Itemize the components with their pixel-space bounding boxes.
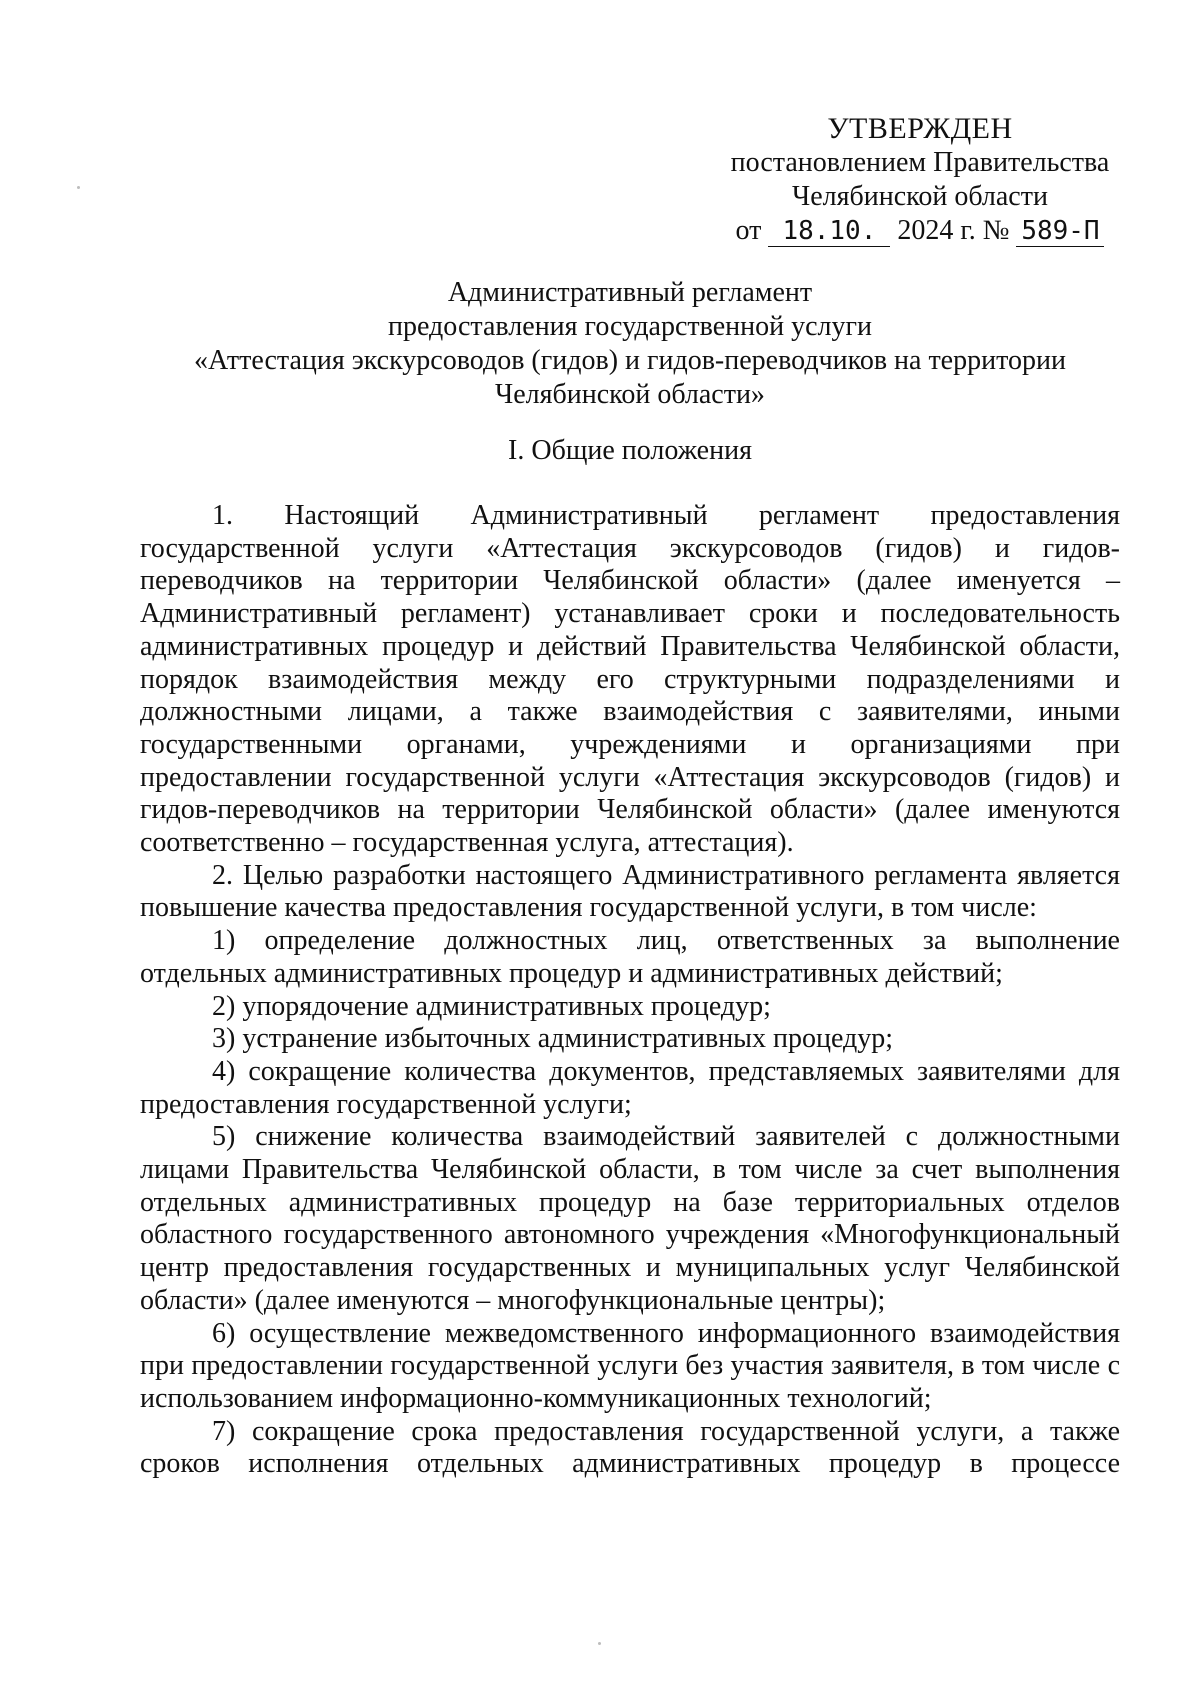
scan-speck: [598, 1642, 601, 1645]
title-line-4: Челябинской области»: [495, 379, 765, 410]
title-line-2: предоставления государственной услуги: [388, 311, 872, 342]
title-line-1: Административный регламент: [447, 277, 813, 308]
approval-number: 589-П: [1016, 216, 1104, 247]
year-suffix: 2024 г. №: [897, 215, 1010, 246]
title-line-3: «Аттестация экскурсоводов (гидов) и гидов-переводчиков на территории: [194, 345, 1066, 376]
paragraph-2: 2. Целью разработки настоящего Административного регламента является повышение качества предоставления государственной услуги, в том числе:: [140, 859, 1120, 924]
section-heading: I. Общие положения: [508, 435, 752, 466]
date-prefix: от: [735, 215, 762, 246]
list-item-5: 5) снижение количества взаимодействий заявителей с должностными лицами Правительства Челябинской области, в том числе за счет выполнения отдельных административных процедур на базе территориальных отделов областного государственного автономного учреждения «Многофункциональный центр предоставления государственных и муниципальных услуг Челябинской области» (далее именуются – многофункциональные центры);: [140, 1121, 1120, 1316]
body-text: [140, 500, 1120, 1481]
approval-line-2: Челябинской области: [792, 181, 1048, 212]
list-item-2: 2) упорядочение административных процедур;: [212, 990, 771, 1022]
approval-dateline: [720, 214, 1120, 248]
approval-line-1: постановлением Правительства: [730, 147, 1110, 178]
approval-date: 18.10.: [768, 216, 890, 247]
document-title: [140, 276, 1120, 412]
list-item-3: 3) устранение избыточных административных процедур;: [212, 1023, 894, 1055]
scan-speck: [77, 186, 80, 189]
list-item-7: 7) сокращение срока предоставления государственной услуги, а также сроков исполнения отдельных административных процедур в процессе: [140, 1415, 1120, 1480]
list-item-1: 1) определение должностных лиц, ответственных за выполнение отдельных административных процедур и административных действий;: [140, 925, 1120, 989]
list-item-4: 4) сокращение количества документов, представляемых заявителями для предоставления государственной услуги;: [140, 1055, 1120, 1120]
paragraph-1: 1. Настоящий Административный регламент предоставления государственной услуги «Аттестация экскурсоводов (гидов) и гидов-переводчиков на территории Челябинской области» (далее именуется – Административный регламент) устанавливает сроки и последовательность административных процедур и действий Правительства Челябинской области, порядок взаимодействия между его структурными подразделениями и должностными лицами, а также взаимодействия с заявителями, иными государственными органами, учреждениями и организациями при предоставлении государственной услуги «Аттестация экскурсоводов (гидов) и гидов-переводчиков на территории Челябинской области» (далее именуются соответственно – государственная услуга, аттестация).: [140, 500, 1120, 859]
list-item-6: 6) осуществление межведомственного информационного взаимодействия при предоставлении государственной услуги без участия заявителя, в том числе с использованием информационно-коммуникационных технологий;: [140, 1317, 1120, 1414]
approval-block: [720, 112, 1120, 248]
approval-heading: УТВЕРЖДЕН: [827, 112, 1013, 145]
